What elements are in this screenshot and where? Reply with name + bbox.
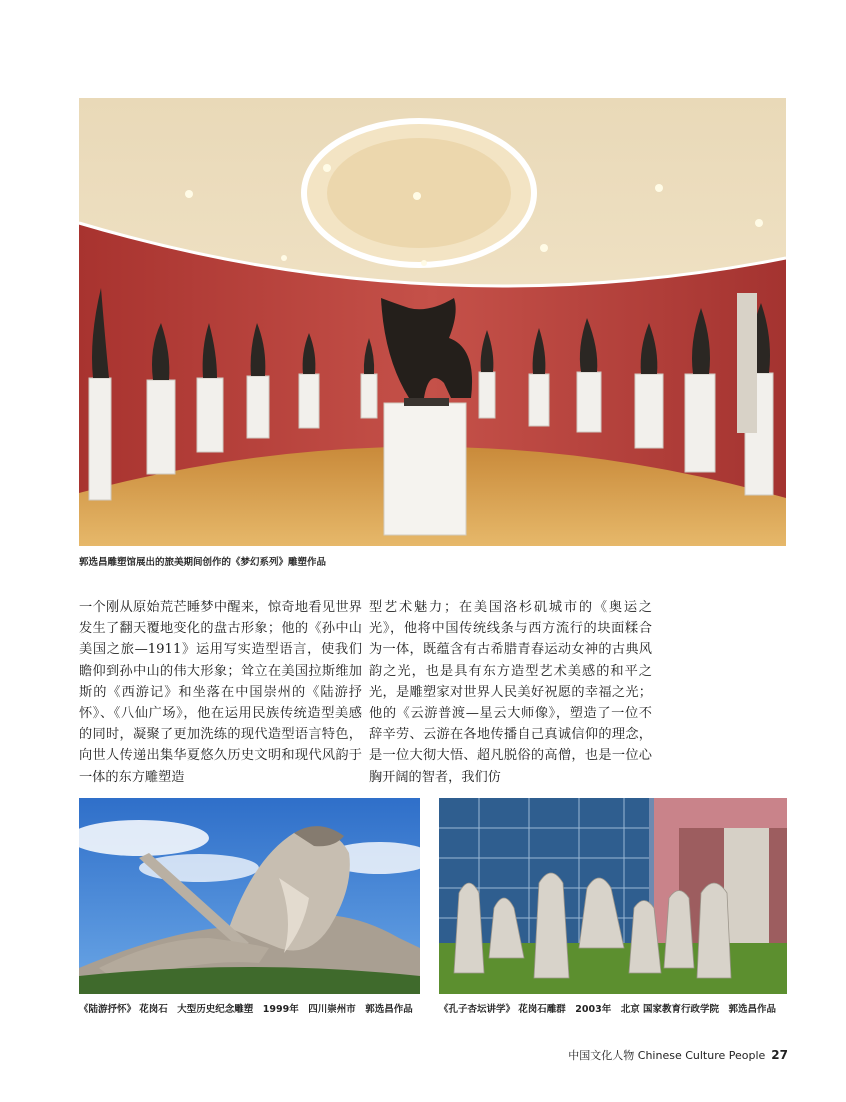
paragraph: 型艺术魅力；在美国洛杉矶城市的《奥运之光》，他将中国传统线条与西方流行的块面糅合为一体，既蕴含有古希腊青春运动女神的古典风韵之光，也是具有东方造型艺术美感的和平之光，是雕塑家对世界人民美好祝愿的幸福之光；他的《云游普渡—星云大师像》，塑造了一位不辞辛劳、云游在各地传播自己真诚信仰的理念，是一位大彻大悟、超凡脱俗的高僧，也是一位心胸开阔的智者，我们仿 — [369, 600, 652, 785]
magazine-name: 中国文化人物 Chinese Culture People — [568, 1049, 766, 1062]
photo-caption: 郭选昌雕塑馆展出的旅美期间创作的《梦幻系列》雕塑作品 — [79, 557, 327, 568]
photo-caption: 《孔子杏坛讲学》 花岗石雕群 2003年 北京 国家教育行政学院 郭选昌作品 — [439, 1004, 777, 1015]
page-number: 27 — [771, 1048, 788, 1062]
page-footer — [568, 1047, 788, 1063]
body-text-left-column — [79, 597, 362, 788]
gallery-photo — [79, 98, 786, 546]
paragraph: 一个刚从原始荒芒睡梦中醒来，惊奇地看见世界发生了翻天覆地变化的盘古形象；他的《孙中山美国之旅—1911》运用写实造型语言，使我们瞻仰到孙中山的伟大形象；耸立在美国拉斯维加斯的《西游记》和坐落在中国崇州的《陆游抒怀》、《八仙广场》，他在运用民族传统造型美感的同时，凝聚了更加洗练的现代造型语言特色，向世人传递出集华夏悠久历史文明和现代风韵于一体的东方雕塑造 — [79, 600, 362, 785]
lu-you-statue-photo — [79, 798, 420, 994]
photo-caption: 《陆游抒怀》 花岗石 大型历史纪念雕塑 1999年 四川崇州市 郭选昌作品 — [79, 1004, 413, 1015]
body-text-right-column — [369, 597, 652, 788]
confucius-sculpture-photo — [439, 798, 787, 994]
